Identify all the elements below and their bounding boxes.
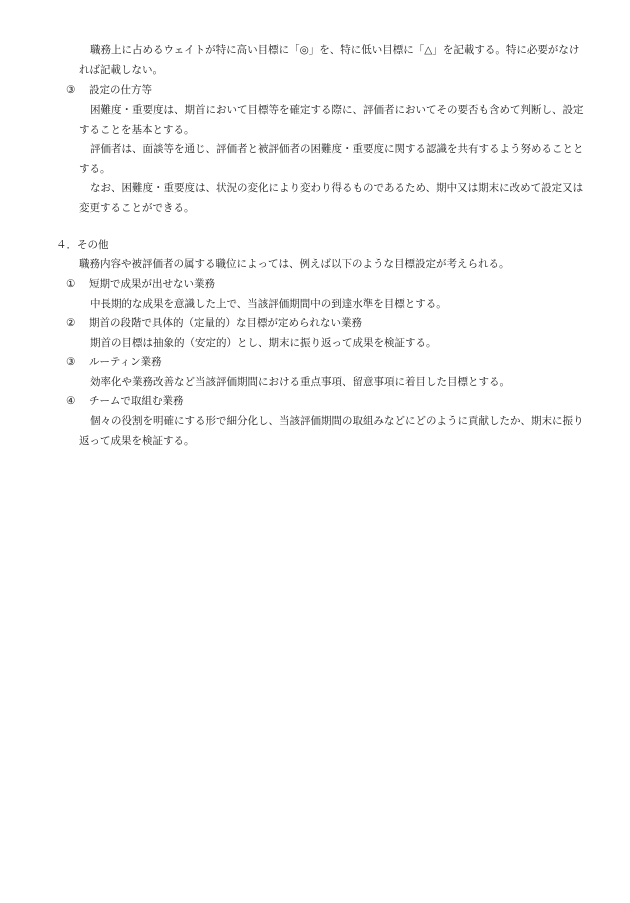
paragraph-line: する。 bbox=[79, 163, 111, 175]
list-item-body: 効率化や業務改善など当該評価期間における重点事項、留意事項に着目した目標とする。 bbox=[90, 376, 510, 388]
list-item-marker: ① bbox=[66, 278, 76, 290]
paragraph-line: することを基本とする。 bbox=[79, 124, 195, 136]
list-item-marker: ② bbox=[66, 317, 76, 329]
section-heading: ４．その他 bbox=[56, 239, 109, 251]
list-item-body: 期首の目標は抽象的（安定的）とし、期末に振り返って成果を検証する。 bbox=[90, 337, 437, 349]
list-item-body: 個々の役割を明確にする形で細分化し、当該評価期間の取組みなどにどのように貢献したか、期末に振り bbox=[90, 415, 584, 427]
list-item-body: 返って成果を検証する。 bbox=[79, 435, 195, 447]
paragraph-line: れば記載しない。 bbox=[79, 64, 163, 76]
list-item-marker: ③ bbox=[66, 84, 76, 96]
list-item-title: チームで取組む業務 bbox=[89, 395, 184, 407]
paragraph-line: なお、困難度・重要度は、状況の変化により変わり得るものであるため、期中又は期末に改めて設定又は bbox=[90, 182, 584, 194]
paragraph-line: 職務上に占めるウェイトが特に高い目標に「◎」を、特に低い目標に「△」を記載する。特に必要がなけ bbox=[90, 44, 580, 56]
paragraph-line: 変更することができる。 bbox=[79, 202, 195, 214]
list-item-title: 設定の仕方等 bbox=[89, 84, 152, 96]
list-item-body: 中長期的な成果を意識した上で、当該評価期間中の到達水準を目標とする。 bbox=[90, 298, 447, 310]
list-item-marker: ③ bbox=[66, 356, 76, 368]
list-item-title: ルーティン業務 bbox=[89, 356, 162, 368]
paragraph-line: 評価者は、面談等を通じ、評価者と被評価者の困難度・重要度に関する認識を共有するよう努めることと bbox=[90, 143, 584, 155]
paragraph-line: 困難度・重要度は、期首において目標等を確定する際に、評価者においてその要否も含めて判断し、設定 bbox=[90, 104, 584, 116]
section-intro: 職務内容や被評価者の属する職位によっては、例えば以下のような目標設定が考えられる。 bbox=[79, 258, 510, 270]
list-item-title: 期首の段階で具体的（定量的）な目標が定められない業務 bbox=[89, 317, 362, 329]
list-item-marker: ④ bbox=[66, 395, 76, 407]
list-item-title: 短期で成果が出せない業務 bbox=[89, 278, 215, 290]
